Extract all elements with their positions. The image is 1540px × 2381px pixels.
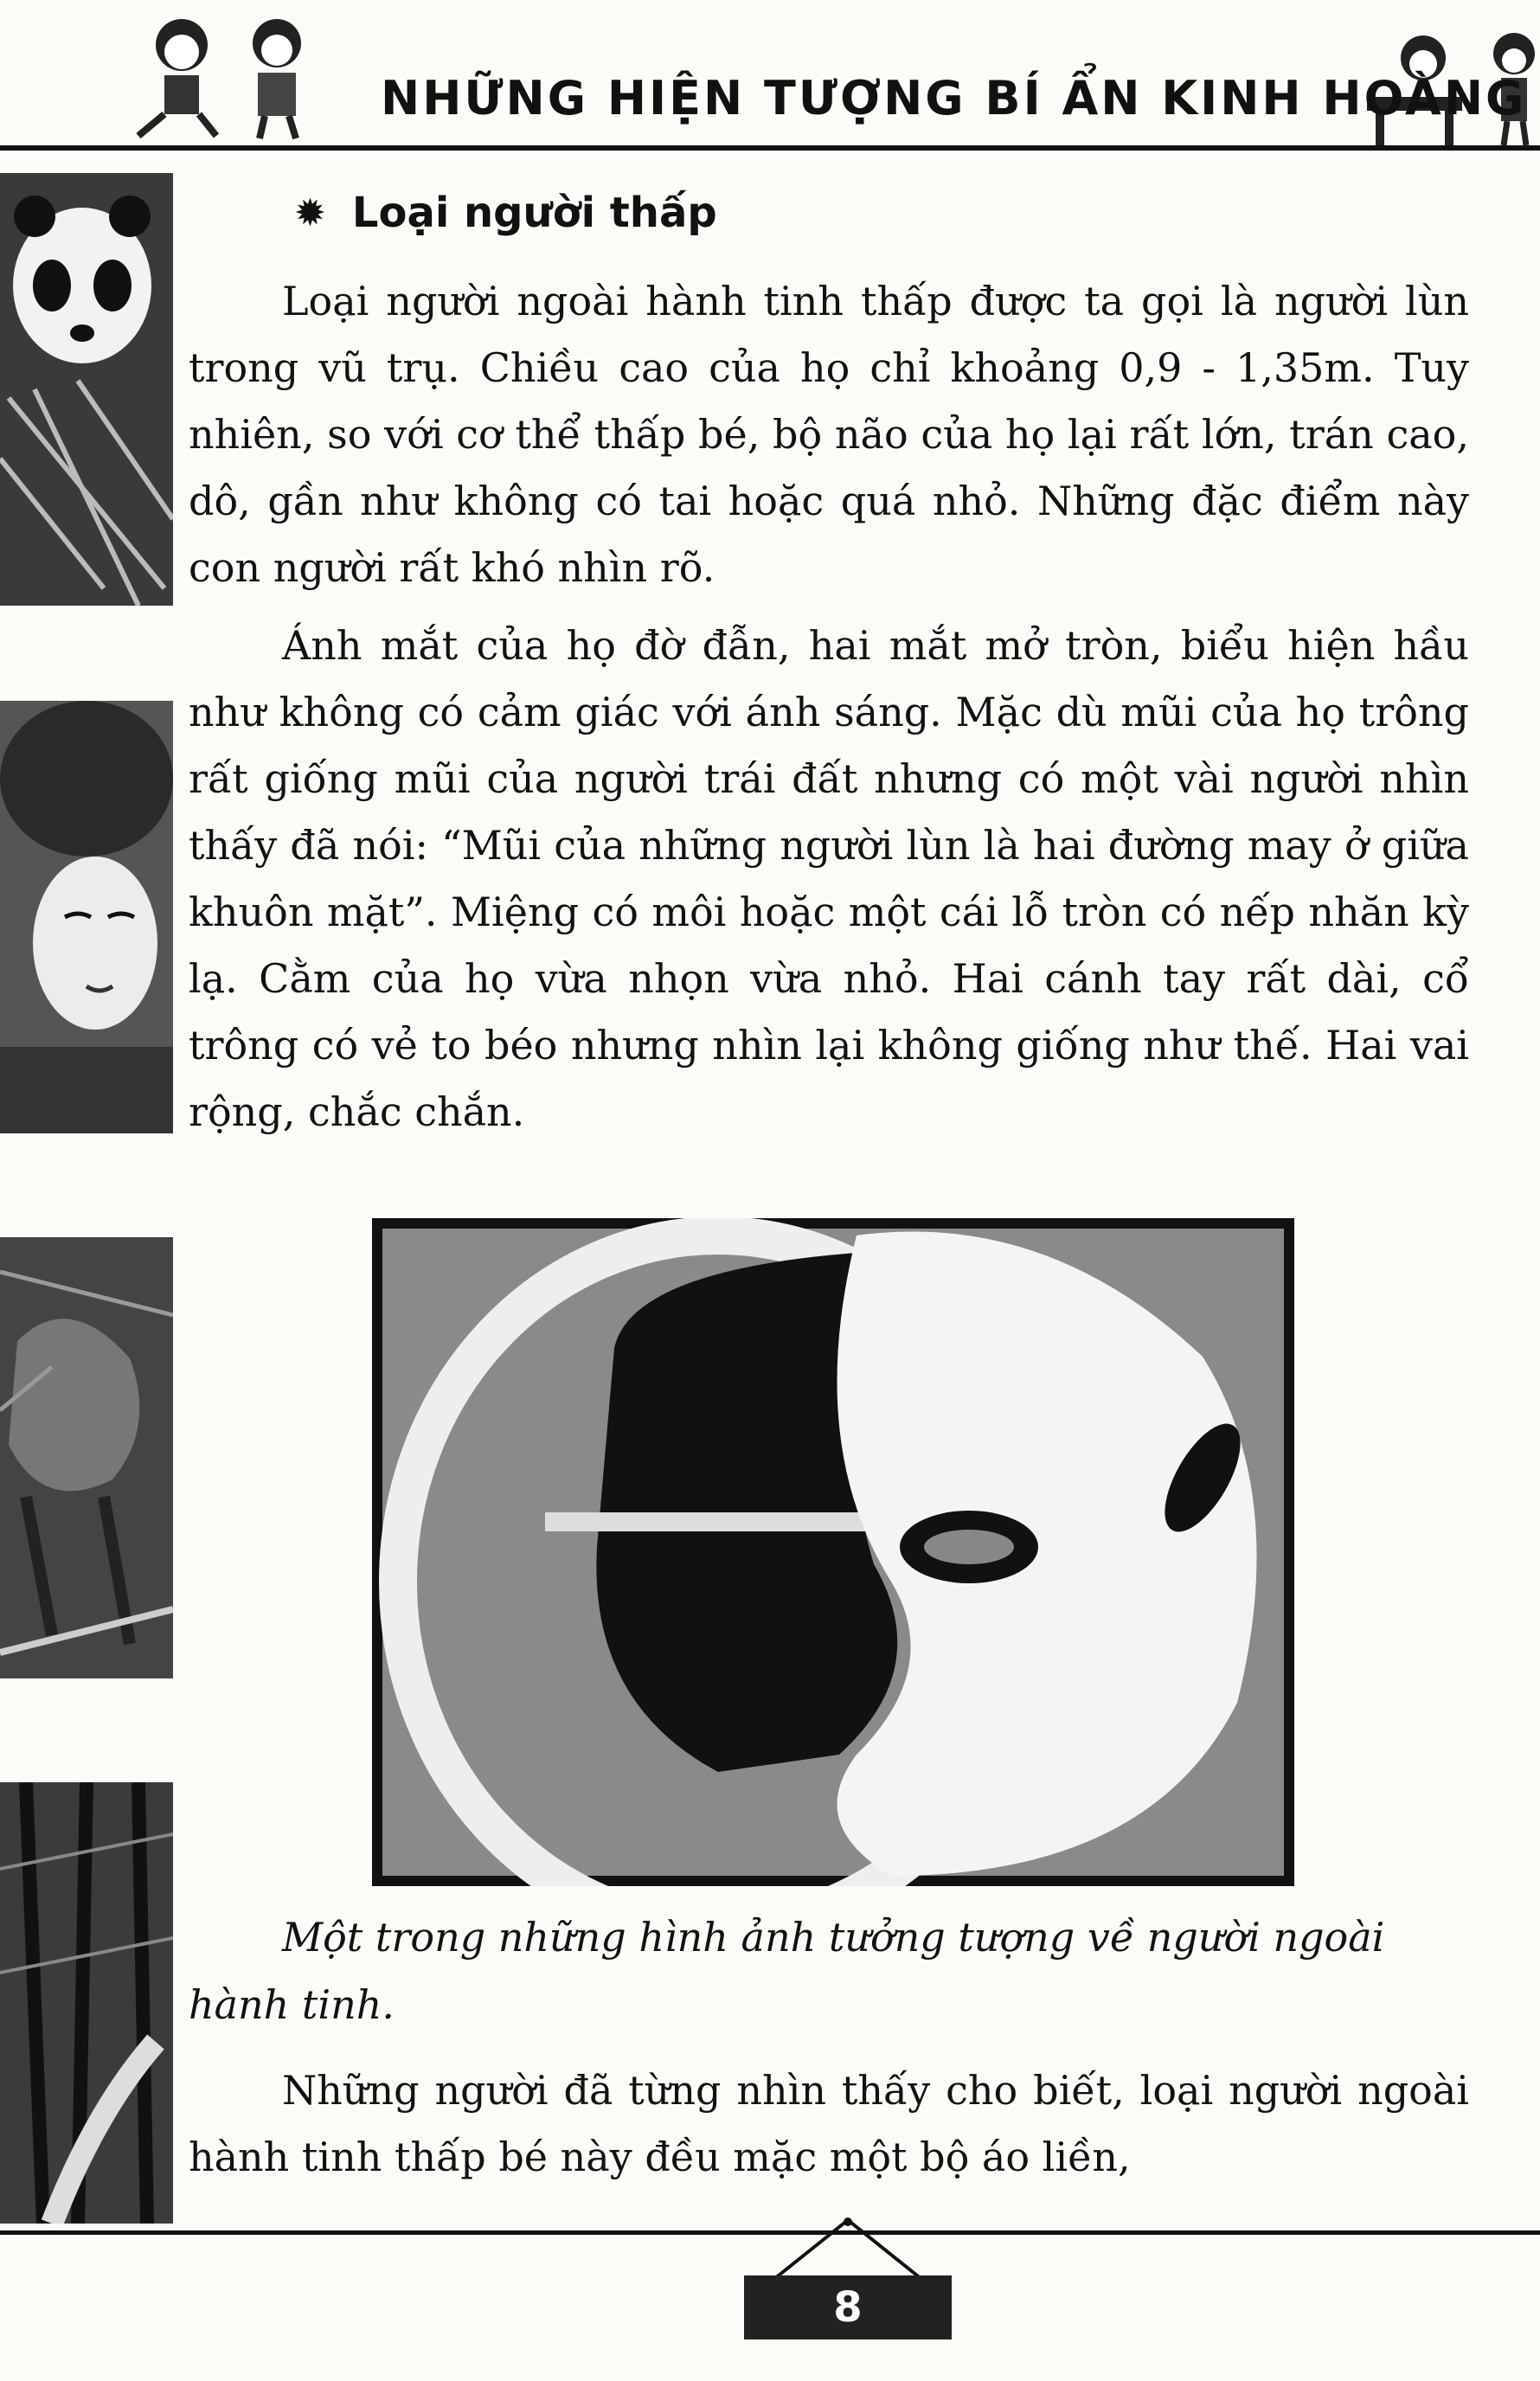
- paragraph-1: Loại người ngoài hành tinh thấp được ta gọi là người lùn trong vũ trụ. Chiều cao của họ chỉ khoảng 0,9 - 1,35m. Tuy nhiên, so với cơ thể thấp bé, bộ não của họ lại rất lớn, trán cao, dô, gần như không có tai hoặc quá nhỏ. Những đặc điểm này con người rất khó nhìn rõ.: [189, 278, 1469, 591]
- figure-caption: Một trong những hình ảnh tưởng tượng về người ngoài hành tinh.: [189, 1914, 1385, 2028]
- paragraph-2: Ánh mắt của họ đờ đẫn, hai mắt mở tròn, biểu hiện hầu như không có cảm giác với ánh sáng. Mặc dù mũi của họ trông rất giống mũi của người trái đất nhưng có một vài người nhìn thấy đã nói: “Mũi của những người lùn là hai đường may ở giữa khuôn mặt”. Miệng có môi hoặc một cái lỗ tròn có nếp nhăn kỳ lạ. Cằm của họ vừa nhọn vừa nhỏ. Hai cánh tay rất dài, cổ trông có vẻ to béo nhưng nhìn lại không giống như thế. Hai vai rộng, chắc chắn.: [189, 622, 1469, 1135]
- cartoon-kids-left-icon: [112, 10, 337, 140]
- section-heading-text: Loại người thấp: [351, 189, 717, 237]
- woman-portrait-side-image: [0, 701, 173, 1133]
- forest-path-side-image: [0, 1782, 173, 2224]
- asterisk-flower-icon: ✹: [294, 190, 326, 235]
- page-number: 8: [744, 2275, 952, 2339]
- alien-illustration: [372, 1218, 1294, 1886]
- panda-side-image: [0, 173, 173, 606]
- forest-animal-side-image: [0, 1237, 173, 1678]
- section-heading: [294, 189, 717, 237]
- header-divider: [0, 145, 1540, 151]
- paragraph-3: Những người đã từng nhìn thấy cho biết, loại người ngoài hành tinh thấp bé này đều mặc một bộ áo liền,: [189, 2067, 1469, 2180]
- running-header-title: NHỮNG HIỆN TƯỢNG BÍ ẨN KINH HOÀNG: [381, 71, 1527, 125]
- page-hanger-icon: [761, 2215, 934, 2284]
